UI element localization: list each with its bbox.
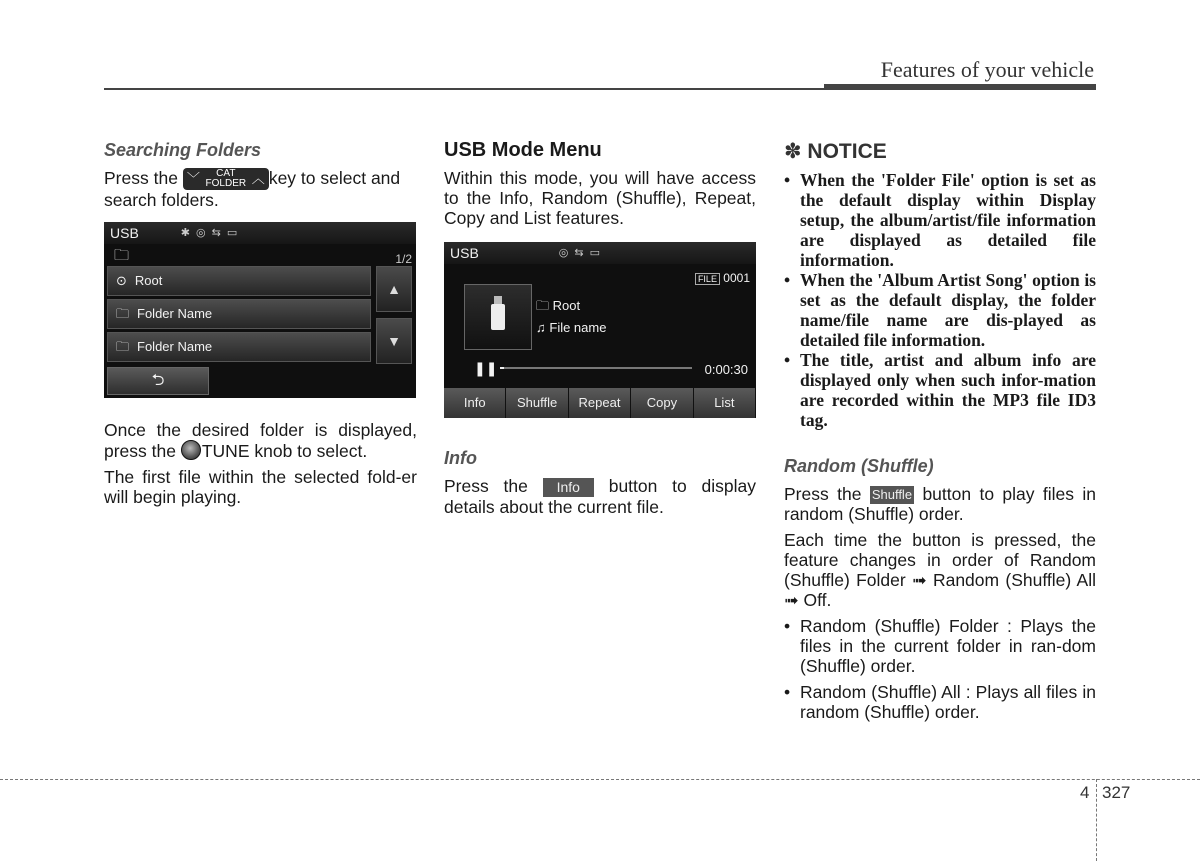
screen-status-bar (444, 242, 756, 264)
heading-usb-mode-menu: USB Mode Menu (444, 139, 602, 161)
paragraph-usb-mode: Within this mode, you will have access to the Info, Random (Shuffle), Repeat, Copy and List features. (444, 168, 756, 228)
menu-button-bar (444, 388, 756, 418)
paragraph-info (444, 476, 756, 517)
elapsed-time: 0:00:30 (704, 362, 748, 377)
list-button[interactable]: List (694, 388, 756, 418)
paragraph-shuffle-order: Each time the button is pressed, the feature changes in order of Random (Shuffle) Folder ➟ Random (Shuffle) All ➟ Off. (784, 530, 1096, 611)
folder-icon: 🗀 (536, 298, 550, 313)
screen-status-bar (104, 222, 416, 244)
play-icon: ⊙ (116, 273, 127, 289)
music-note-icon: ♫ (536, 320, 546, 335)
page-indicator: 1/2 (395, 252, 412, 267)
triangle-up-icon: ▲ (387, 281, 401, 298)
key-label-folder: FOLDER (205, 178, 247, 190)
file-number: 0001 (723, 271, 750, 285)
row-label: Root (134, 273, 163, 289)
column-2 (444, 136, 756, 523)
scroll-up-button[interactable] (376, 266, 412, 312)
folder-icon: 🗀 (116, 306, 130, 322)
column-3 (784, 136, 1096, 728)
column-1 (104, 136, 417, 513)
text-fragment: Press the (444, 476, 528, 496)
repeat-button[interactable]: Repeat (569, 388, 631, 418)
copy-button[interactable]: Copy (631, 388, 693, 418)
folder-name: Root (552, 298, 581, 313)
back-button[interactable] (107, 367, 209, 395)
progress-fill (500, 367, 504, 369)
subheading-searching-folders: Searching Folders (104, 140, 262, 160)
folder-row[interactable] (107, 299, 371, 329)
screen-title: USB (110, 225, 139, 242)
cat-folder-key (183, 168, 269, 190)
folder-row-root[interactable] (107, 266, 371, 296)
subheading-random-shuffle: Random (Shuffle) (784, 456, 934, 476)
tune-knob-icon (181, 440, 201, 460)
text-fragment: TUNE knob to select. (201, 441, 368, 462)
paragraph-first-file: The first file within the selected fold-er will begin playing. (104, 467, 417, 508)
text-fragment: button to play files in random (Shuffle) order. (784, 484, 1096, 525)
back-arrow-icon: ⮌ (151, 372, 165, 390)
paragraph-press-cat (104, 168, 417, 210)
file-name: File name (549, 320, 607, 335)
info-key: Info (543, 478, 594, 497)
folder-icon: 🗀 (114, 247, 130, 265)
scroll-down-button[interactable] (376, 318, 412, 364)
triangle-down-icon: ▼ (387, 333, 401, 350)
key-label-cat: CAT (216, 168, 236, 180)
album-art (464, 284, 532, 350)
footer-dashed-rule (0, 779, 1200, 780)
text-fragment: button to display details about the current file. (444, 476, 756, 517)
folder-row[interactable] (107, 332, 371, 362)
shuffle-key: Shuffle (871, 487, 913, 503)
page-number: 327 (1102, 783, 1131, 802)
row-label: Folder Name (137, 306, 213, 322)
screen-title: USB (450, 245, 479, 261)
usb-folder-screen (104, 222, 416, 398)
row-label: Folder Name (137, 339, 213, 355)
usb-stick-icon (491, 304, 505, 330)
file-counter (695, 268, 750, 289)
paragraph-shuffle (784, 484, 1096, 524)
file-line (536, 318, 606, 338)
pause-icon[interactable]: ❚❚ (474, 360, 498, 376)
footer-vertical-rule (1096, 779, 1097, 861)
notice-item: • When the 'Album Artist Song' option is set as the default display, the folder name/file name are dis-played as detailed file information. (784, 270, 1096, 350)
notice-list (784, 170, 1096, 430)
header-rule (104, 88, 1096, 90)
header-title: Features of your vehicle (880, 57, 1094, 82)
chapter-number: 4 (1080, 783, 1090, 802)
status-icons: ◎⇆▭ (558, 247, 607, 259)
notice-title: ✽ NOTICE (784, 140, 887, 163)
chevron-up-icon: ︿ (251, 171, 265, 187)
folder-icon: 🗀 (116, 339, 130, 355)
status-icons: ✱◎⇆▭ (180, 227, 244, 240)
chevron-down-icon: ﹀ (186, 171, 200, 187)
text-fragment: key to select and search folders. (104, 168, 401, 211)
file-label: FILE (695, 273, 720, 285)
text-fragment: Once the desired folder is displayed, press the (104, 420, 417, 462)
usb-playback-screen (444, 242, 756, 418)
folder-line (536, 296, 580, 316)
shuffle-bullet: • Random (Shuffle) Folder : Plays the files in the current folder in ran-dom (Shuffle) order. (784, 616, 1096, 676)
paragraph-tune-knob (104, 420, 417, 461)
shuffle-bullet: • Random (Shuffle) All : Plays all files in random (Shuffle) order. (784, 682, 1096, 722)
shuffle-button[interactable]: Shuffle (506, 388, 568, 418)
notice-item: • When the 'Folder File' option is set as the default display within Display setup, the album/artist/file information are displayed as detailed file information. (784, 170, 1096, 270)
info-button[interactable]: Info (444, 388, 506, 418)
progress-bar[interactable] (500, 367, 692, 369)
notice-item: • The title, artist and album info are displayed only when such infor-mation are recorded within the MP3 file ID3 tag. (784, 350, 1096, 430)
text-fragment: Press the (784, 484, 862, 504)
text-fragment: Press the (104, 168, 178, 188)
subheading-info: Info (444, 448, 477, 468)
